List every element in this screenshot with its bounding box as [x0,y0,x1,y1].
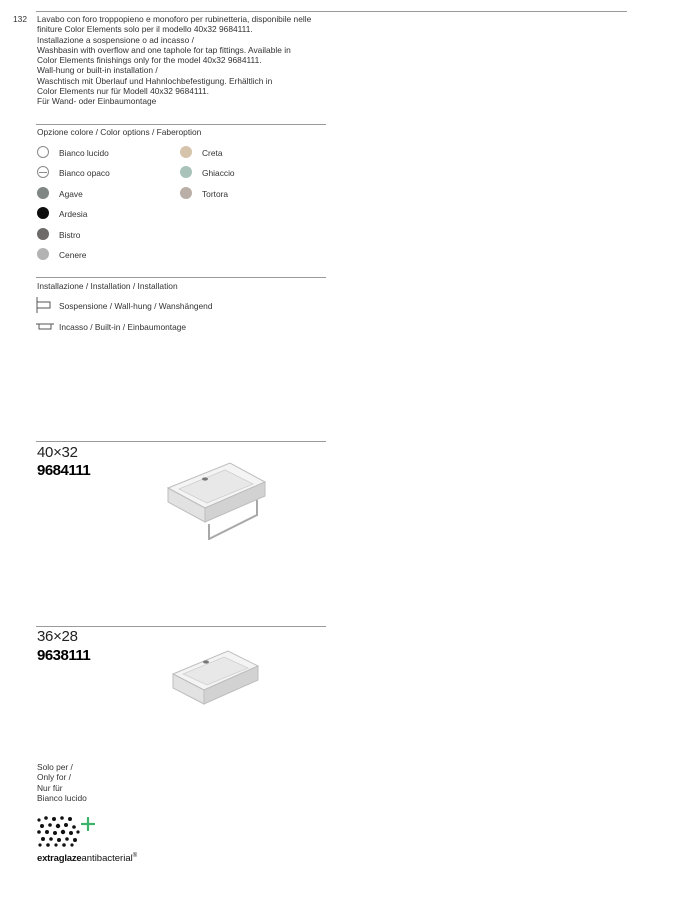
description-line: Waschtisch mit Überlauf und Hahnlochbefestigung. Erhältlich in [37,75,273,86]
color-name: Bistro [59,230,81,240]
color-name: Bianco opaco [59,168,110,178]
note-line: Solo per / [37,762,73,772]
swatch-ardesia [37,207,49,219]
swatch-bianco-opaco [37,166,49,178]
color-name: Cenere [59,250,87,260]
finish-note [37,762,87,803]
extraglaze-dots-icon [36,815,98,847]
page-number: 132 [13,14,27,24]
color-name: Ardesia [59,209,88,219]
installation-label: Sospensione / Wall-hung / Wanshängend [59,301,213,311]
swatch-agave [37,187,49,199]
color-name: Agave [59,189,83,199]
washbasin-40x32-image [165,460,269,542]
color-section-rule [36,124,326,125]
swatch-bianco-lucido [37,146,49,158]
product-rule [36,441,326,442]
swatch-tortora [180,187,192,199]
top-rule [36,11,627,12]
description-line: Lavabo con foro troppopieno e monoforo per rubinetteria, disponibile nelle [37,14,312,24]
swatch-cenere [37,248,49,260]
description-line: finiture Color Elements solo per il modello 40x32 9684111. [37,24,253,35]
description-line: Washbasin with overflow and one taphole for tap fittings. Available in [37,44,291,55]
wall-hung-icon [36,297,52,313]
color-name: Tortora [202,189,229,199]
note-line: Nur für [37,782,63,793]
product-size: 40×32 [37,444,78,461]
color-name: Bianco lucido [59,148,109,158]
description-line: Installazione a sospensione o ad incasso / [37,34,194,45]
product-rule [36,626,326,627]
color-options-heading: Opzione colore / Color options / Faberoption [37,127,202,137]
logo-bold-text: extraglaze [37,853,82,865]
product-code: 9638111 [37,647,91,664]
swatch-bistro [37,228,49,240]
swatch-creta [180,146,192,158]
installation-heading: Installazione / Installation / Installation [37,281,178,291]
description-line: Color Elements finishings only for the model 40x32 9684111. [37,55,262,66]
logo-light-text: antibacterial [81,853,133,865]
registered-mark: ® [132,853,138,859]
color-name: Ghiaccio [202,168,235,178]
description-line: Color Elements nur für Modell 40x32 9684111. [37,86,209,97]
washbasin-36x28-image [170,648,262,706]
built-in-icon [36,320,54,332]
product-description [37,14,337,107]
product-size: 36×28 [37,628,78,645]
description-line: Wall-hung or built-in installation / [37,65,158,76]
installation-section-rule [36,277,326,278]
color-name: Creta [202,148,223,158]
extraglaze-logo [37,853,137,864]
swatch-ghiaccio [180,166,192,178]
description-line: Für Wand- oder Einbaumontage [37,96,157,107]
note-line: Only for / [37,772,71,783]
installation-label: Incasso / Built-in / Einbaumontage [59,322,187,332]
note-line: Bianco lucido [37,792,87,803]
product-code: 9684111 [37,462,91,479]
